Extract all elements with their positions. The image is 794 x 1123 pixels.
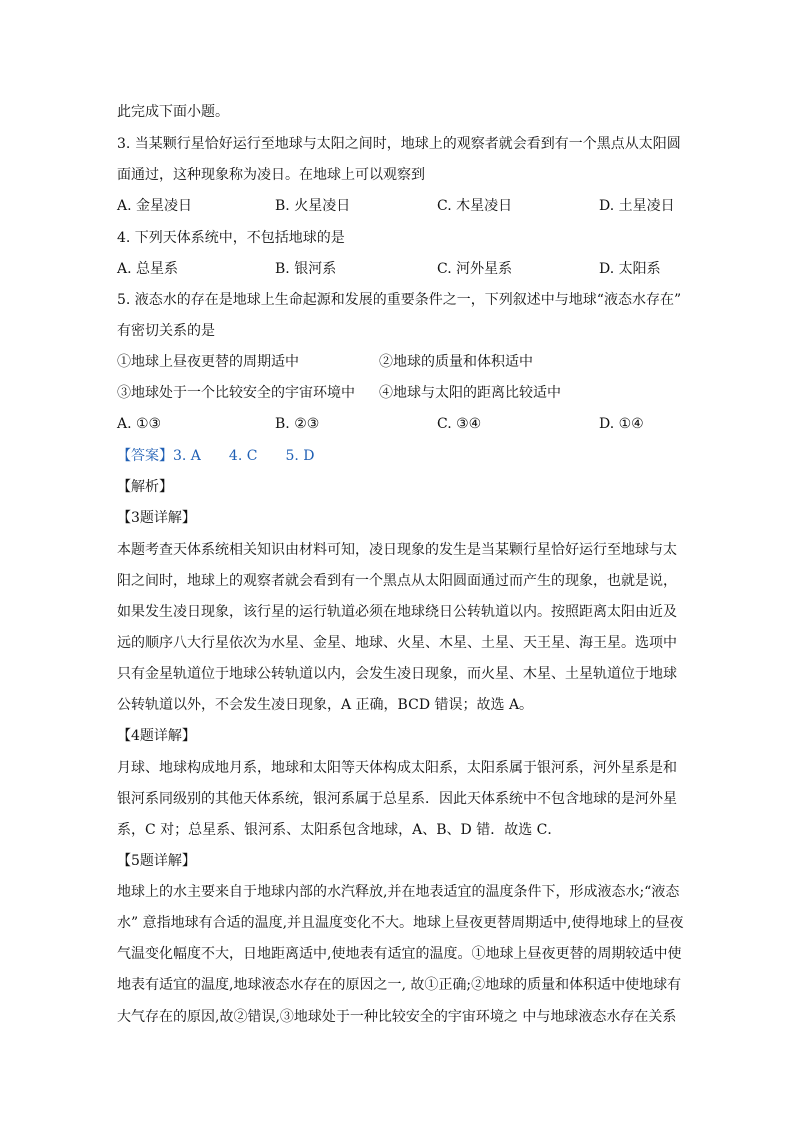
detail-3-title: 【3题详解】 [117, 510, 196, 526]
detail-5-line: 水” 意指地球有合适的温度,并且温度变化不大。地球上昼夜更替周期适中,使得地球上的昼夜 [117, 915, 684, 931]
question-5-statement-1: ①地球上昼夜更替的周期适中 [117, 354, 299, 370]
question-4-option-d: D. 太阳系 [599, 261, 661, 277]
detail-5-line: 地球上的水主要来自于地球内部的水汽释放,并在地表适宜的温度条件下，形成液态水;“液态 [117, 884, 680, 900]
question-3-option-c: C. 木星凌日 [437, 198, 513, 214]
detail-4-line: 月球、地球构成地月系，地球和太阳等天体构成太阳系，太阳系属于银河系，河外星系是和 [117, 760, 677, 776]
question-4-option-c: C. 河外星系 [437, 261, 513, 277]
answer-row [117, 446, 315, 466]
question-4-stem: 4. 下列天体系统中，不包括地球的是 [117, 230, 345, 246]
answer-3: 3. A [173, 448, 201, 464]
answer-tag: 【答案】 [117, 448, 173, 464]
question-5-stem-line-2: 有密切关系的是 [117, 323, 215, 339]
answer-4: 4. C [228, 448, 258, 464]
detail-5-line: 气温变化幅度不大，日地距离适中,使地表有适宜的温度。①地球上昼夜更替的周期较适中使 [117, 946, 682, 962]
question-3-option-a: A. 金星凌日 [117, 198, 193, 214]
detail-3-line: 远的顺序八大行星依次为水星、金星、地球、火星、木星、土星、天王星、海王星。选项中 [117, 635, 677, 651]
detail-3-line: 只有金星轨道位于地球公转轨道以内，会发生凌日现象，而火星、木星、土星轨道位于地球 [117, 666, 677, 682]
question-3-stem-line-2: 面通过，这种现象称为凌日。在地球上可以观察到 [117, 167, 425, 183]
question-5-statement-2: ②地球的质量和体积适中 [379, 354, 533, 370]
question-3-option-b: B. 火星凌日 [275, 198, 351, 214]
question-5-stem-line-1: 5. 液态水的存在是地球上生命起源和发展的重要条件之一，下列叙述中与地球“液态水存在” [117, 292, 682, 308]
question-5-option-b: B. ②③ [275, 416, 320, 432]
detail-4-line: 系，C 对；总星系、银河系、太阳系包含地球，A、B、D 错．故选 C． [117, 822, 562, 838]
question-3-stem-line-1: 3. 当某颗行星恰好运行至地球与太阳之间时，地球上的观察者就会看到有一个黑点从太阳圆 [117, 136, 681, 152]
detail-3-line: 阳之间时，地球上的观察者就会看到有一个黑点从太阳圆面通过而产生的现象，也就是说， [117, 573, 677, 589]
detail-5-line: 大气存在的原因,故②错误,③地球处于一种比较安全的宇宙环境之 中与地球液态水存在关系 [117, 1009, 677, 1025]
analysis-tag: 【解析】 [117, 479, 173, 495]
question-5-option-c: C. ③④ [437, 416, 482, 432]
answer-5: 5. D [285, 448, 315, 464]
question-3-option-d: D. 土星凌日 [599, 198, 675, 214]
question-4-option-a: A. 总星系 [117, 261, 179, 277]
intro-text: 此完成下面小题。 [117, 104, 229, 120]
detail-3-line: 本题考查天体系统相关知识由材料可知，凌日现象的发生是当某颗行星恰好运行至地球与太 [117, 542, 677, 558]
detail-4-line: 银河系同级别的其他天体系统，银河系属于总星系．因此天体系统中不包含地球的是河外星 [117, 791, 677, 807]
detail-5-title: 【5题详解】 [117, 853, 196, 869]
detail-3-line: 如果发生凌日现象，该行星的运行轨道必须在地球绕日公转轨道以内。按照距离太阳由近及 [117, 604, 677, 620]
detail-3-line: 公转轨道以外，不会发生凌日现象，A 正确，BCD 错误；故选 A。 [117, 697, 534, 713]
question-5-option-a: A. ①③ [117, 416, 162, 432]
question-5-statement-4: ④地球与太阳的距离比较适中 [379, 385, 561, 401]
detail-5-line: 地表有适宜的温度,地球液态水存在的原因之一, 故①正确;②地球的质量和体积适中使地球有 [117, 977, 682, 993]
question-5-statement-3: ③地球处于一个比较安全的宇宙环境中 [117, 385, 355, 401]
question-4-option-b: B. 银河系 [275, 261, 337, 277]
detail-4-title: 【4题详解】 [117, 728, 196, 744]
question-5-option-d: D. ①④ [599, 416, 644, 432]
